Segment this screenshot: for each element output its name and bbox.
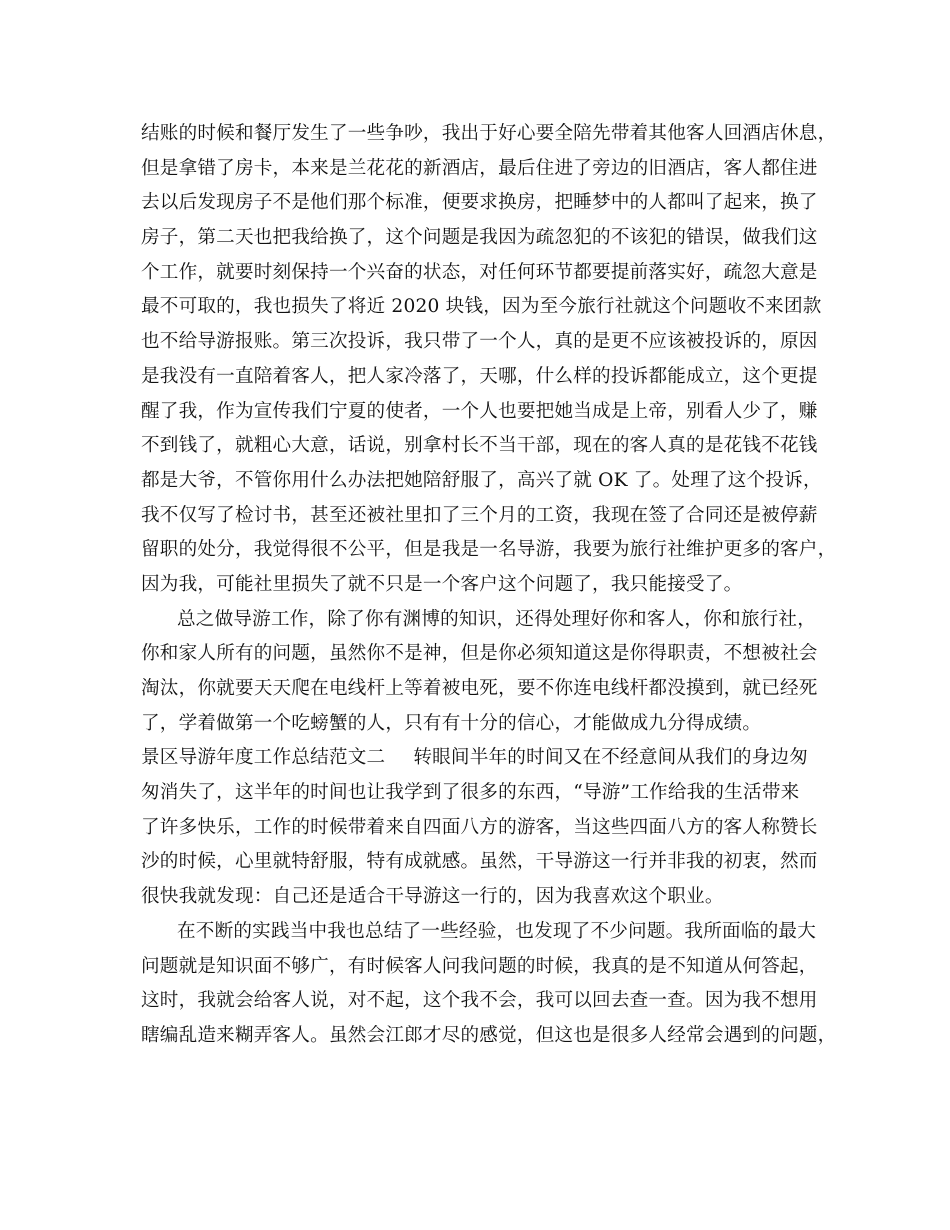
text-line: 都是大爷，不管你用什么办法把她陪舒服了，高兴了就 OK 了。处理了这个投诉，	[141, 469, 822, 491]
text-line: 也不给导游报账。第三次投诉，我只带了一个人，真的是更不应该被投诉的，原因	[141, 331, 818, 353]
text-line: 留职的处分，我觉得很不公平，但是我是一名导游，我要为旅行社维护更多的客户，	[141, 539, 837, 561]
text-line: 是我没有一直陪着客人，把人家冷落了，天哪，什么样的投诉都能成立，这个更提	[141, 365, 818, 387]
text-line: 房子，第二天也把我给换了，这个问题是我因为疏忽犯的不该犯的错误，做我们这	[141, 227, 818, 249]
text-line: 问题就是知识面不够广，有时候客人问我问题的时候，我真的是不知道从何答起，	[141, 955, 818, 977]
text-line: 沙的时候，心里就特舒服，特有成就感。虽然，干导游这一行并非我的初衷，然而	[141, 851, 818, 873]
text-line: 瞎编乱造来糊弄客人。虽然会江郎才尽的感觉，但这也是很多人经常会遇到的问题，	[141, 1024, 837, 1046]
text-line: 不到钱了，就粗心大意，话说，别拿村长不当干部，现在的客人真的是花钱不花钱	[141, 435, 818, 457]
text-line: 你和家人所有的问题，虽然你不是神，但是你必须知道这是你得职责，不想被社会	[141, 643, 818, 665]
document-body	[141, 117, 837, 1054]
section-title-line	[141, 741, 831, 776]
text-line: 结账的时候和餐厅发生了一些争吵，我出于好心要全陪先带着其他客人回酒店休息，	[141, 123, 837, 144]
text-line: 很快我就发现：自己还是适合干导游这一行的，因为我喜欢这个职业。	[141, 886, 724, 908]
paragraph-first-line: 在不断的实践当中我也总结了一些经验，也发现了不少问题。我所面临的最大	[177, 920, 816, 942]
text-line: 因为我，可能社里损失了就不只是一个客户这个问题了，我只能接受了。	[141, 573, 743, 595]
paragraph-first-line: 总之做导游工作，除了你有渊博的知识，还得处理好你和客人，你和旅行社，	[177, 608, 816, 630]
text-line: 但是拿错了房卡，本来是兰花花的新酒店，最后住进了旁边的旧酒店，客人都住进	[141, 157, 818, 179]
text-line: 了，学着做第一个吃螃蟹的人，只有有十分的信心，才能做成九分得成绩。	[141, 712, 762, 734]
text-line: 我不仅写了检讨书，甚至还被社里扣了三个月的工资，我现在签了合同还是被停薪	[141, 504, 818, 526]
text-line: 去以后发现房子不是他们那个标准，便要求换房，把睡梦中的人都叫了起来，换了	[141, 192, 818, 214]
text-line: 这时，我就会给客人说，对不起，这个我不会，我可以回去查一查。因为我不想用	[141, 990, 818, 1012]
text-line: 了许多快乐，工作的时候带着来自四面八方的游客，当这些四面八方的客人称赞长	[141, 816, 818, 838]
section-intro-text: 转眼间半年的时间又在不经意间从我们的身边匆	[413, 747, 808, 769]
section-title: 景区导游年度工作总结范文二	[141, 747, 386, 769]
text-line: 醒了我，作为宣传我们宁夏的使者，一个人也要把她当成是上帝，别看人少了，赚	[141, 400, 818, 422]
text-line: 淘汰，你就要天天爬在电线杆上等着被电死，要不你连电线杆都没摸到，就已经死	[141, 678, 818, 699]
text-line: 个工作，就要时刻保持一个兴奋的状态，对任何环节都要提前落实好，疏忽大意是	[141, 261, 818, 283]
text-line: 最不可取的，我也损失了将近 2020 块钱，因为至今旅行社就这个问题收不来团款	[141, 296, 822, 318]
text-line: 匆消失了，这半年的时间也让我学到了很多的东西，“导游”工作给我的生活带来	[141, 782, 800, 804]
